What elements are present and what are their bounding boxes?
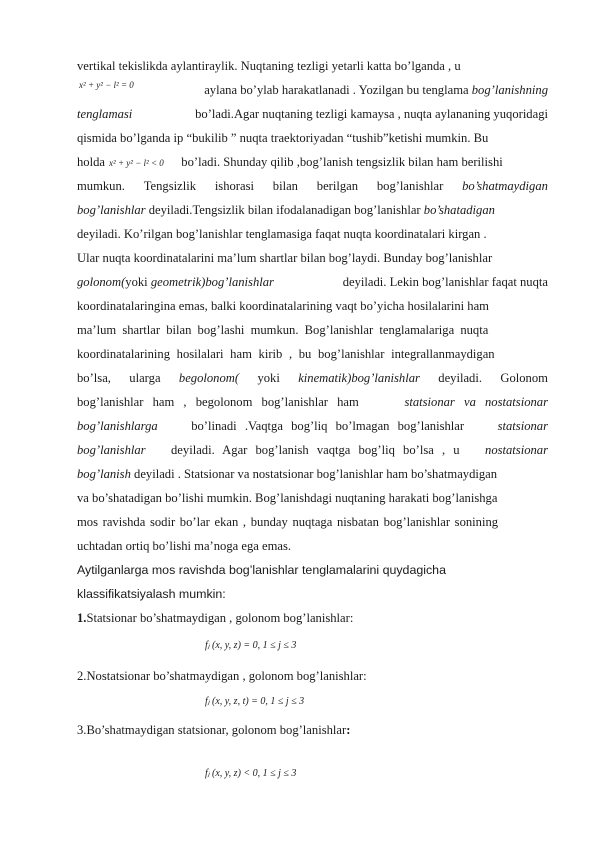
text-line	[77, 126, 548, 150]
inline-formula-circle-ineq	[108, 156, 178, 170]
paragraph-text: bo’ladi.Agar nuqtaning tezligi kamaysa , nuqta aylananing yuqoridagi	[191, 107, 548, 121]
emphasis-text: golonom(	[77, 275, 126, 289]
text-line	[77, 174, 548, 198]
paragraph-text: Ular nuqta koordinatalarini ma’lum shartlar bilan bog’laydi. Bunday bog’lanishlar	[77, 251, 493, 265]
word: deyiladi.	[438, 371, 482, 385]
paragraph-text: ma’lum shartlar bilan bog’lashi mumkun. Bog’lanishlar tenglamalariga nuqta	[77, 323, 489, 337]
paragraph-text: holda	[77, 155, 109, 169]
word: mumkun.	[77, 179, 125, 193]
formula-block	[77, 688, 548, 718]
list-item	[77, 718, 548, 742]
emphasis-text: bo’shatadigan	[423, 203, 495, 217]
emphasis-text: tenglamasi	[77, 107, 133, 121]
emphasis-text: statsionar	[497, 419, 548, 433]
text-line	[77, 318, 548, 342]
formula-2	[205, 690, 365, 710]
paragraph-text: bo’ladi. Shunday qilib ,bog’lanish tengsizlik bilan ham berilishi	[178, 155, 503, 169]
emphasis-text: kinematik)bog’lanishlar	[298, 371, 420, 385]
text-line	[77, 342, 548, 366]
formula-text: fⱼ (x, y, z) = 0, 1 ≤ j ≤ 3	[205, 640, 297, 651]
text-line	[77, 78, 548, 102]
paragraph-text: uchtadan ortiq bo’lishi ma’noga ega emas.	[77, 539, 292, 553]
text-line	[77, 534, 548, 558]
text-line	[77, 270, 548, 294]
emphasis-text: bog’lanishlarga	[77, 419, 158, 433]
text-line	[77, 222, 548, 246]
list-item-text: 3.Bo’shatmaydigan statsionar, golonom bog’lanishlar	[77, 723, 347, 737]
word: bilan	[272, 179, 298, 193]
emphasis-text: begolonom(	[178, 371, 240, 385]
list-item-text: 2.Nostatsionar bo’shatmaydigan , golonom bog’lanishlar:	[77, 669, 367, 683]
paragraph-text: koordinatalarining hosilalari ham kirib , bu bog’lanishlar integrallanmaydigan	[77, 347, 495, 361]
emphasis-text: bog’lanish	[77, 467, 131, 481]
paragraph-text: yoki	[125, 275, 151, 289]
list-item	[77, 664, 548, 688]
text-line	[77, 54, 548, 78]
word: bo’lsa,	[77, 371, 111, 385]
paragraph-text: klassifikatsiyalash mumkin:	[77, 587, 226, 601]
paragraph-text: koordinatalaringina emas, balki koordinatalarining vaqt bo’yicha hosilalarini ham	[77, 299, 489, 313]
paragraph-text: deyiladi . Statsionar va nostatsionar bog’lanishlar ham bo’shatmaydigan	[130, 467, 498, 481]
paragraph-text: deyiladi. Agar bog’lanish vaqtga bog’liq bo’lsa , u	[162, 443, 468, 457]
word: Golonom	[500, 371, 548, 385]
word: bog’lanishlar	[376, 179, 444, 193]
word: yoki	[257, 371, 280, 385]
paragraph-text: Aytilganlarga mos ravishda bog’lanishlar tenglamalarini quydagicha	[77, 563, 446, 577]
emphasis-text: bog’lanishning	[471, 83, 548, 97]
text-line	[77, 438, 548, 462]
formula-block	[77, 742, 548, 786]
text-line	[77, 414, 548, 438]
emphasis-text: bo’shatmaydigan	[462, 179, 548, 193]
text-line	[77, 102, 548, 126]
text-line	[77, 486, 548, 510]
text-line	[77, 582, 548, 606]
paragraph-text: aylana bo’ylab harakatlanadi . Yozilgan bu tenglama bog’lanishning	[201, 83, 548, 97]
emphasis-text: bog’lanishlar	[77, 203, 146, 217]
text-line	[77, 246, 548, 270]
paragraph-text: bo’linadi .Vaqtga bog’liq bo’lmagan bog’lanishlar	[183, 419, 473, 433]
word: ularga	[129, 371, 161, 385]
text-line	[77, 390, 548, 414]
formula-text: x² + y² − l² = 0	[79, 80, 134, 90]
paragraph-text: va bo’shatadigan bo’lishi mumkin. Bog’lanishdagi nuqtaning harakati bog’lanishga	[77, 491, 498, 505]
text-line	[77, 198, 548, 222]
text-line	[77, 510, 548, 534]
text-line	[77, 150, 548, 174]
document-body	[77, 54, 548, 786]
paragraph-text: deyiladi. Lekin bog’lanishlar faqat nuqta	[339, 275, 548, 289]
list-colon: :	[346, 723, 351, 737]
formula-3	[205, 762, 345, 782]
paragraph-text: qismida bo’lganda ip “bukilib ” nuqta traektoriyadan “tushib”ketishi mumkin. Bu	[77, 131, 489, 145]
formula-block	[77, 630, 548, 664]
paragraph-text: vertikal tekislikda aylantiraylik. Nuqtaning tezligi yetarli katta bo’lganda , u	[77, 59, 461, 73]
word: Tengsizlik	[143, 179, 197, 193]
list-item-text: Statsionar bo’shatmaydigan , golonom bog’lanishlar:	[86, 611, 354, 625]
formula-text: fⱼ (x, y, z, t) = 0, 1 ≤ j ≤ 3	[205, 696, 305, 707]
word: berilgan	[316, 179, 359, 193]
emphasis-text: statsionar va nostatsionar	[404, 395, 548, 409]
emphasis-text: bog’lanishlar	[77, 443, 146, 457]
formula-text: fⱼ (x, y, z) < 0, 1 ≤ j ≤ 3	[205, 768, 297, 779]
text-line	[77, 294, 548, 318]
list-item	[77, 606, 548, 630]
paragraph-text: deyiladi. Ko’rilgan bog’lanishlar tenglamasiga faqat nuqta koordinatalari kirgan .	[77, 227, 487, 241]
paragraph-text: bog’lanishlar ham , begolonom bog’lanishlar ham	[77, 395, 368, 409]
emphasis-text: nostatsionar	[485, 443, 548, 457]
inline-formula-circle-eq	[77, 78, 151, 102]
text-line	[77, 462, 548, 486]
text-line	[77, 366, 548, 390]
text-line	[77, 558, 548, 582]
paragraph-text: deyiladi.Tengsizlik bilan ifodalanadigan bog’lanishlar	[145, 203, 424, 217]
formula-1	[205, 634, 345, 654]
formula-text: x² + y² − l² < 0	[109, 158, 164, 169]
list-number: 1.	[77, 611, 87, 625]
emphasis-text: geometrik)bog’lanishlar	[150, 275, 274, 289]
paragraph-text: mos ravishda sodir bo’lar ekan , bunday nuqtaga nisbatan bog’lanishlar sonining	[77, 515, 499, 529]
word: ishorasi	[214, 179, 254, 193]
